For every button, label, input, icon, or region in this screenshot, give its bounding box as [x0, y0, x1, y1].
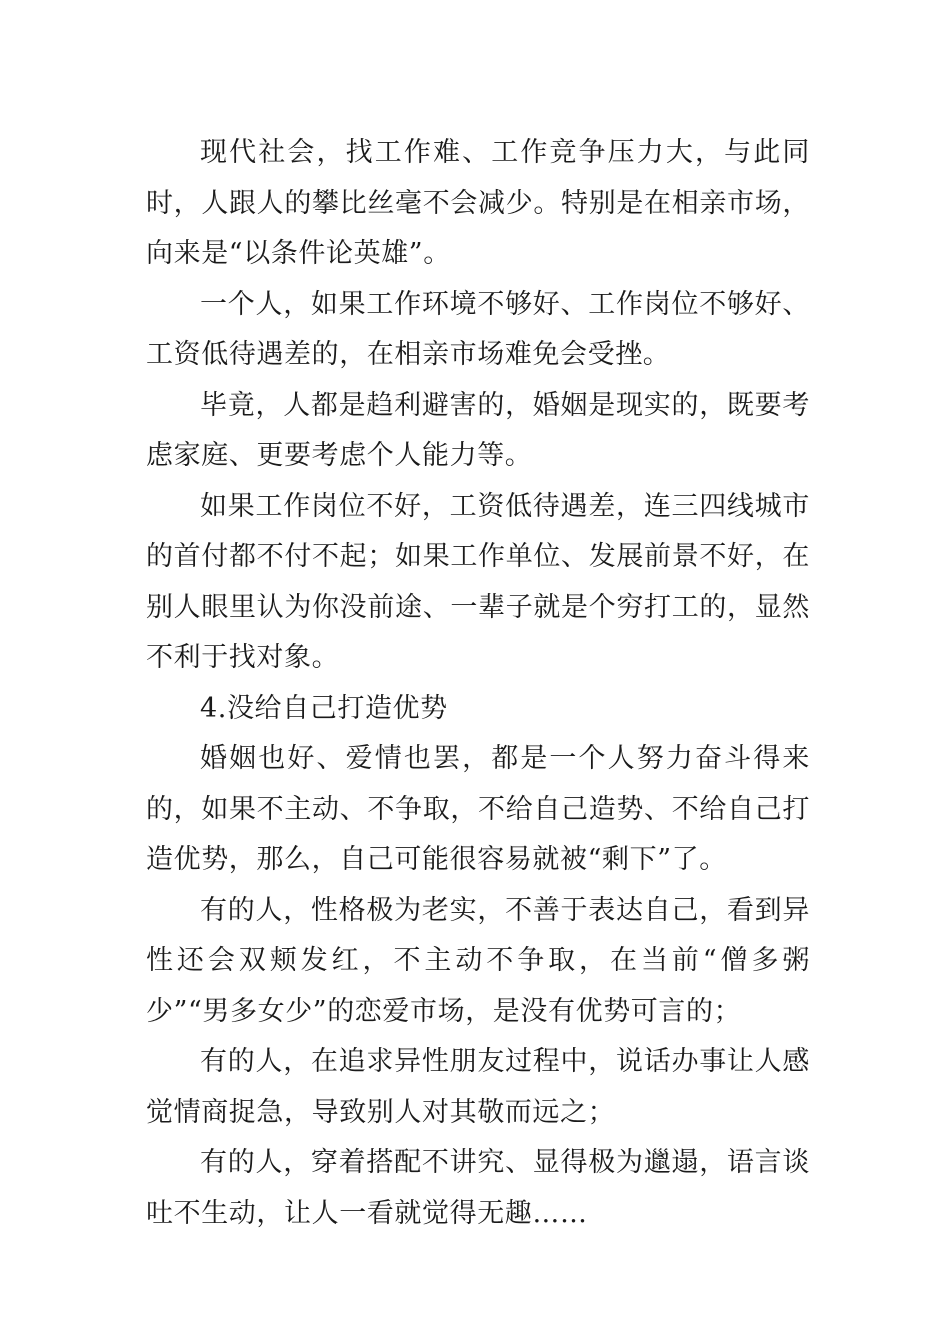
paragraph-1: 现代社会，找工作难、工作竞争压力大，与此同时，人跟人的攀比丝毫不会减少。特别是在相亲市场，向来是“以条件论英雄”。: [146, 137, 810, 269]
section-heading: 4.没给自己打造优势: [200, 692, 448, 724]
paragraph-7: 有的人，在追求异性朋友过程中，说话办事让人感觉情商捉急，导致别人对其敬而远之；: [146, 1046, 810, 1128]
paragraph-6: 有的人，性格极为老实，不善于表达自己，看到异性还会双颊发红，不主动不争取，在当前“僧多粥少”“男多女少”的恋爱市场，是没有优势可言的；: [146, 894, 810, 1027]
paragraph-8: 有的人，穿着搭配不讲究、显得极为邋遢，语言谈吐不生动，让人一看就觉得无趣……: [146, 1147, 810, 1229]
paragraph-3: 毕竟，人都是趋利避害的，婚姻是现实的，既要考虑家庭、更要考虑个人能力等。: [146, 389, 810, 471]
paragraph-4: 如果工作岗位不好，工资低待遇差，连三四线城市的首付都不付不起；如果工作单位、发展前景不好，在别人眼里认为你没前途、一辈子就是个穷打工的，显然不利于找对象。: [146, 490, 810, 673]
document-body: [146, 128, 810, 1239]
paragraph-2: 一个人，如果工作环境不够好、工作岗位不够好、工资低待遇差的，在相亲市场难免会受挫。: [146, 288, 810, 370]
paragraph-5: 婚姻也好、爱情也罢，都是一个人努力奋斗得来的，如果不主动、不争取，不给自己造势、不给自己打造优势，那么，自己可能很容易就被“剩下”了。: [146, 743, 810, 875]
